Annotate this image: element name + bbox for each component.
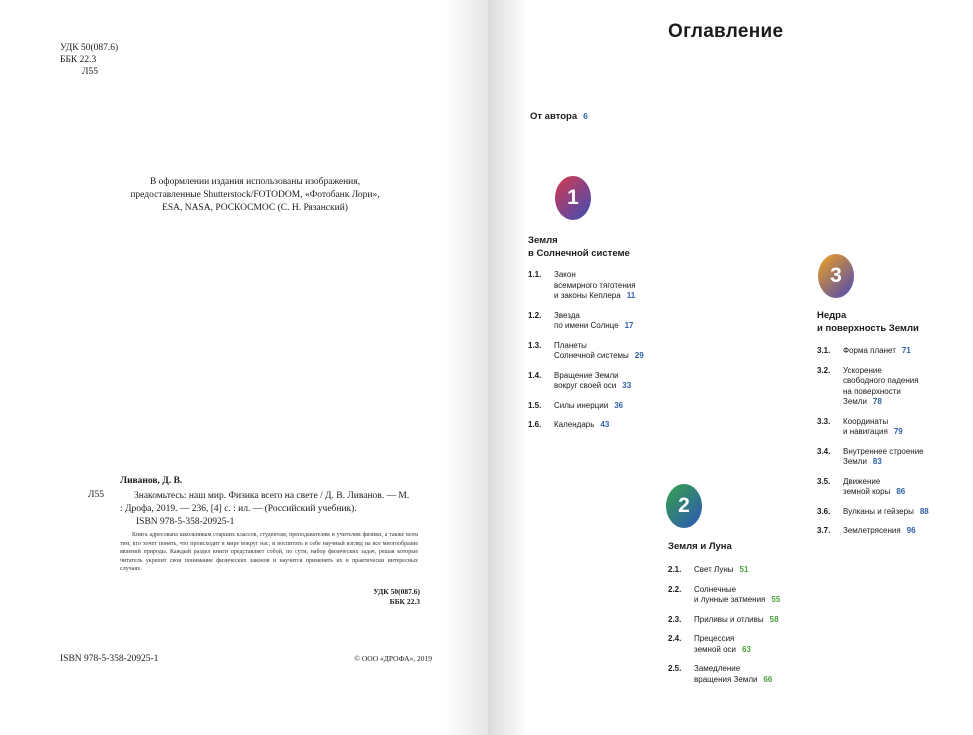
image-credits: В оформлении издания использованы изображения, предоставленные Shutterstock/FOTODOM, «Фотобанк Лори», ESA, NASA, РОСКОСМОС (С. Н. Рязанский)	[130, 177, 380, 213]
chapter-2-badge: 2	[666, 484, 702, 528]
toc-page-number: 17	[624, 321, 634, 330]
annotation: Книга адресована школьникам старших классов, студентам, преподавателям и учителям физики, а также всем тем, кто хочет понять, что происходит в мире вокруг нас, и воспитать в себе научный взгляд на все многообразие явлений природы. Каждый раздел книги представляет собой, по сути, набор физических задач, решая которые читатель укрепит свои понимание физических законов и научится применять их в практически интересных случаях.	[120, 532, 418, 573]
toc-section-title: Движение земной коры 86	[843, 476, 906, 496]
toc-page-number: 51	[739, 565, 749, 574]
toc-page-number: 63	[742, 644, 751, 654]
page-gutter-shadow	[488, 0, 528, 735]
chapter-3-badge: 3	[818, 254, 854, 298]
toc-section-title: Вращение Земли вокруг своей оси 33	[554, 370, 632, 390]
toc-section-title: Форма планет 71	[843, 346, 911, 355]
bibliographic-record	[120, 490, 412, 515]
toc-page-number: 86	[896, 487, 906, 496]
toc-section-number: 3.7.	[817, 526, 831, 535]
toc-section-title: Замедление вращения Земли 66	[694, 664, 773, 684]
toc-entry-label: От автора	[530, 111, 578, 122]
toc-section-number: 2.5.	[668, 664, 682, 673]
toc-section-title: Звезда по имени Солнце 17	[554, 310, 634, 330]
toc-section-number: 1.2.	[528, 310, 542, 320]
classification-codes-small	[340, 587, 420, 607]
bibliographic-text: Знакомьтесь: наш мир. Физика всего на свете / Д. В. Ливанов. — М. : Дрофа, 2019. — 236, [4] с. : ил. — (Российский учебник).	[120, 491, 410, 514]
udk-code: УДК 50(087.6)	[60, 43, 119, 53]
toc-page-number: 11	[626, 291, 636, 300]
chapter-1-title[interactable]: Земля в Солнечной системе	[528, 235, 630, 259]
toc-section-title: Закон всемирного тяготения и законы Кеплера 11	[554, 270, 636, 300]
toc-section-number: 1.4.	[528, 370, 542, 380]
toc-section-number: 1.6.	[528, 420, 542, 429]
toc-page-number: 79	[893, 427, 903, 436]
toc-section-title: Землетрясения 96	[843, 526, 916, 535]
toc-section-title: Прецессия земной оси 63	[694, 634, 751, 654]
copyright: © ООО «ДРОФА», 2019	[354, 654, 432, 663]
toc-section-title: Координаты и навигация 79	[843, 416, 903, 436]
toc-page-number: 43	[600, 420, 610, 429]
toc-section-number: 1.5.	[528, 400, 542, 410]
toc-page-number: 29	[634, 351, 644, 360]
toc-page-number: 78	[872, 397, 882, 406]
toc-section-title: Приливы и отливы 58	[694, 614, 779, 624]
toc-page-number: 96	[906, 526, 916, 535]
udk-code-small: УДК 50(087.6)	[373, 587, 420, 596]
toc-section-title: Календарь 43	[554, 420, 610, 429]
bbk-code-small: ББК 22.3	[389, 597, 420, 606]
toc-page-number: 71	[901, 346, 911, 355]
toc-section-title: Солнечные и лунные затмения 55	[694, 584, 781, 604]
library-code: Л55	[88, 490, 104, 500]
bbk-code: ББК 22.3	[60, 55, 97, 65]
toc-section-title: Внутреннее строение Земли 83	[843, 446, 924, 466]
author-name: Ливанов, Д. В.	[120, 476, 183, 486]
chapter-3-title[interactable]: Недра и поверхность Земли	[817, 310, 919, 334]
right-page	[488, 0, 973, 735]
toc-section-number: 2.1.	[668, 565, 682, 574]
toc-section-number: 3.4.	[817, 446, 831, 456]
chapter-1-badge: 1	[555, 176, 591, 220]
toc-page-number: 36	[614, 400, 624, 410]
classification-codes	[60, 42, 118, 78]
toc-section-number: 3.6.	[817, 506, 831, 516]
page-gutter-shadow	[444, 0, 488, 735]
toc-section-title: Ускорение свободного падения на поверхности Земли 78	[843, 365, 919, 406]
toc-section-title: Силы инерции 36	[554, 400, 624, 410]
page-title: Оглавление	[668, 21, 784, 42]
toc-page-number: 66	[763, 674, 773, 684]
toc-page-number: 83	[872, 457, 882, 466]
toc-section-title: Вулканы и гейзеры 88	[843, 506, 929, 516]
toc-section-title: Свет Луны 51	[694, 565, 749, 574]
toc-section-number: 2.4.	[668, 634, 682, 643]
toc-page-number: 88	[919, 506, 929, 516]
toc-section-number: 1.1.	[528, 270, 542, 279]
toc-section-number: 2.2.	[668, 584, 682, 594]
isbn-footer: ISBN 978-5-358-20925-1	[60, 654, 159, 664]
toc-entry-from-author[interactable]	[530, 111, 588, 122]
toc-page-number: 6	[583, 111, 588, 121]
toc-page-number: 33	[622, 381, 632, 390]
toc-section-number: 1.3.	[528, 340, 542, 350]
toc-page-number: 58	[769, 614, 779, 624]
toc-page-number: 55	[771, 595, 781, 604]
toc-section-title: Планеты Солнечной системы 29	[554, 340, 644, 360]
chapter-2-title[interactable]: Земля и Луна	[668, 541, 732, 552]
toc-section-number: 3.1.	[817, 346, 831, 355]
toc-section-number: 3.5.	[817, 476, 831, 486]
author-sign: Л55	[82, 67, 98, 77]
toc-section-number: 2.3.	[668, 614, 682, 624]
isbn-record: ISBN 978-5-358-20925-1	[136, 517, 235, 527]
toc-section-number: 3.3.	[817, 416, 831, 426]
toc-section-number: 3.2.	[817, 365, 831, 375]
